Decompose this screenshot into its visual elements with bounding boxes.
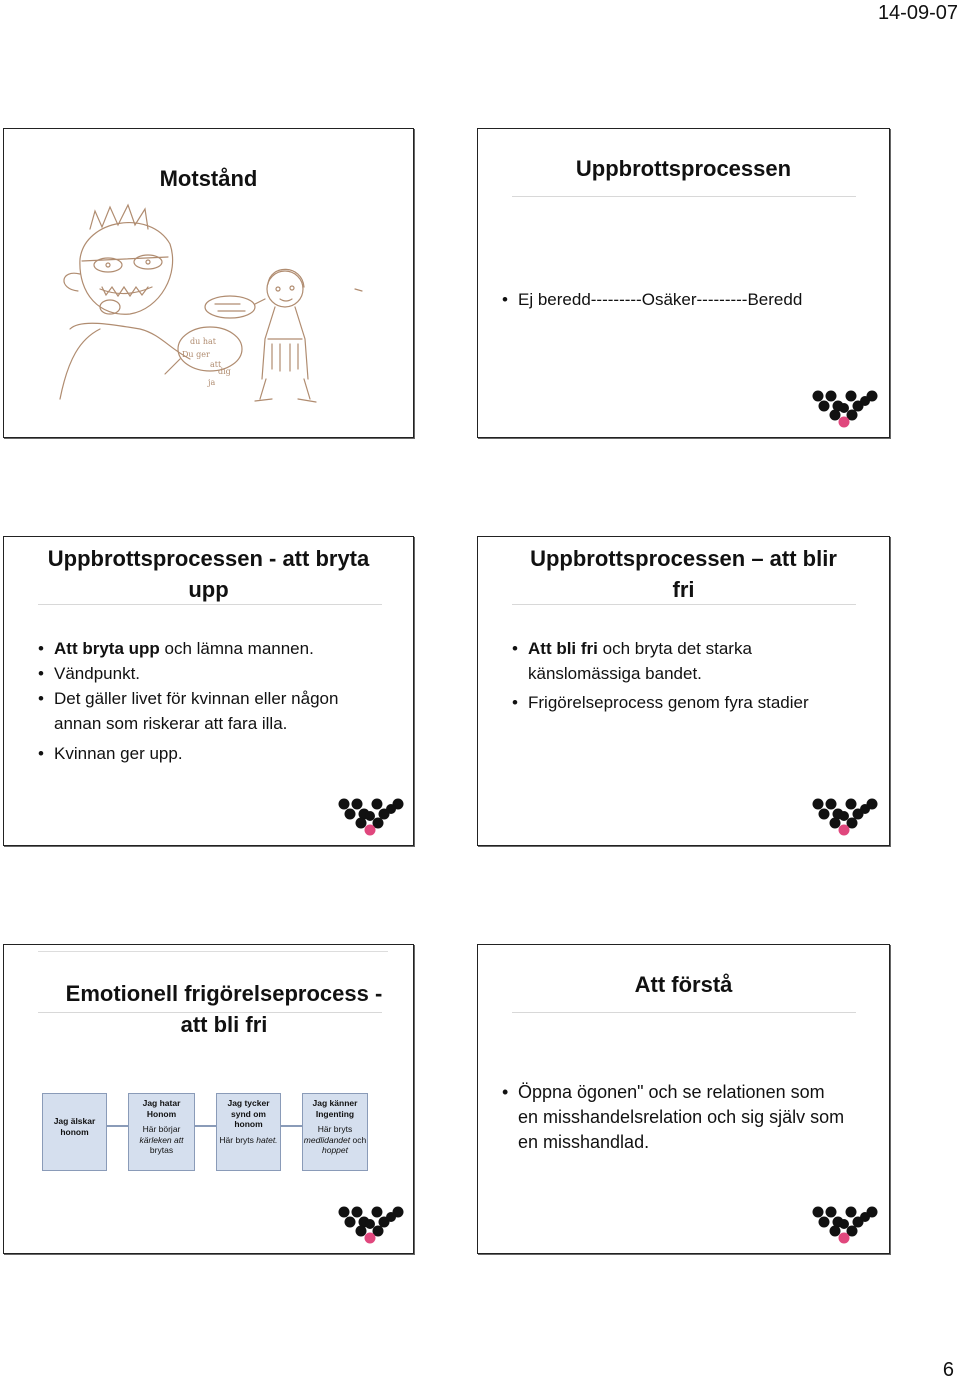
bullet-bold: Att bryta upp <box>54 639 160 658</box>
diagram-connector <box>194 1125 216 1127</box>
bullet-item: • Ej beredd---------Osäker---------Beredd <box>502 287 802 312</box>
dot-pattern-logo <box>336 1203 406 1245</box>
stage-subtext-part: Här börjar <box>142 1124 181 1134</box>
bullet-list <box>512 636 809 715</box>
stage-subtext-part: och <box>350 1134 367 1145</box>
stage-heading: Jag älskar honom <box>53 1116 96 1137</box>
bullet-text: känslomässiga bandet. <box>528 664 702 683</box>
child-drawing-sketch <box>40 199 370 419</box>
sketch-text: dig <box>218 367 231 376</box>
page-number: 6 <box>942 1359 954 1381</box>
sketch-text: att <box>210 360 222 369</box>
header-date: 14-09-07 <box>877 2 958 24</box>
diagram-connector <box>280 1125 302 1127</box>
slide-uppbrottsprocessen <box>477 128 890 438</box>
title-divider <box>512 604 856 605</box>
stage-subtext <box>129 1124 194 1156</box>
slide-motstand <box>3 128 414 438</box>
bullet-item <box>38 636 338 661</box>
bullet-text: en misshandelsrelation och sig själv som <box>518 1107 845 1127</box>
dot-pattern-logo <box>810 387 880 429</box>
stage-box <box>42 1093 107 1171</box>
bullet-list <box>38 636 338 766</box>
stage-subtext-part: Här bryts <box>317 1124 353 1134</box>
bullet-text: en misshandlad. <box>518 1132 650 1152</box>
dot-pattern-logo <box>336 795 406 837</box>
slide-att-bryta-upp <box>3 536 414 846</box>
stage-subtext-part: Här bryts <box>219 1134 254 1145</box>
bullet-item: • Frigörelseprocess genom fyra stadier <box>512 690 809 715</box>
stage-box <box>216 1093 281 1171</box>
title-line: upp <box>188 577 229 602</box>
sketch-text: Du ger <box>182 350 210 359</box>
bullet-item: • Kvinnan ger upp. <box>38 741 338 766</box>
bullet-text: Öppna ögonen" och se relationen som <box>518 1082 825 1102</box>
title-line: Uppbrottsprocessen - att bryta <box>47 546 370 571</box>
title-divider <box>38 604 382 605</box>
slide-title <box>44 978 404 1040</box>
title-line: Emotionell frigörelseprocess - <box>65 981 383 1006</box>
stage-subtext-part: brytas <box>149 1145 174 1155</box>
bullet-item <box>502 1080 844 1155</box>
stage-subtext <box>303 1124 367 1156</box>
bullet-text: Det gäller livet för kvinnan eller någon <box>54 689 339 708</box>
slide-title: Motstånd <box>159 166 258 191</box>
title-divider <box>512 196 856 197</box>
bullet-item <box>38 686 338 736</box>
stage-box <box>128 1093 195 1171</box>
bullet-list <box>502 1080 844 1155</box>
sketch-text: ja <box>208 378 216 387</box>
dot-pattern-logo <box>810 795 880 837</box>
bullet-list <box>502 287 802 312</box>
slide-title <box>478 543 889 605</box>
bullet-item: • Vändpunkt. <box>38 661 338 686</box>
diagram-connector <box>106 1125 128 1127</box>
title-line: fri <box>672 577 695 602</box>
stage-subtext-italic: hatet. <box>256 1134 278 1145</box>
bullet-text: och lämna mannen. <box>159 639 314 658</box>
title-line: att bli fri <box>180 1012 268 1037</box>
bullet-text: och bryta det starka <box>597 639 752 658</box>
slide-title: Att förstå <box>634 972 733 997</box>
title-line: Uppbrottsprocessen – att blir <box>530 546 837 571</box>
stage-heading: Jag känner Ingenting <box>312 1098 358 1119</box>
inner-frame-top <box>38 951 388 952</box>
bullet-item <box>512 636 809 686</box>
slide-title: Uppbrottsprocessen <box>575 156 792 181</box>
stage-subtext-italic: hoppet <box>322 1145 348 1155</box>
dot-pattern-logo <box>810 1203 880 1245</box>
sketch-text: du hat <box>190 337 216 346</box>
slide-att-blir-fri <box>477 536 890 846</box>
bullet-text: annan som riskerar att fara illa. <box>54 714 288 733</box>
slide-title <box>4 543 413 605</box>
slide-att-forsta <box>477 944 890 1254</box>
stage-box <box>302 1093 368 1171</box>
stage-heading: Jag tycker synd om honom <box>227 1098 270 1129</box>
stage-subtext <box>217 1135 280 1146</box>
title-divider <box>512 1012 856 1013</box>
stage-subtext-italic: medlidandet <box>303 1134 351 1145</box>
stage-subtext-italic: kärleken att <box>139 1134 184 1145</box>
bullet-bold: Att bli fri <box>528 639 598 658</box>
stage-heading: Jag hatar Honom <box>142 1098 181 1119</box>
